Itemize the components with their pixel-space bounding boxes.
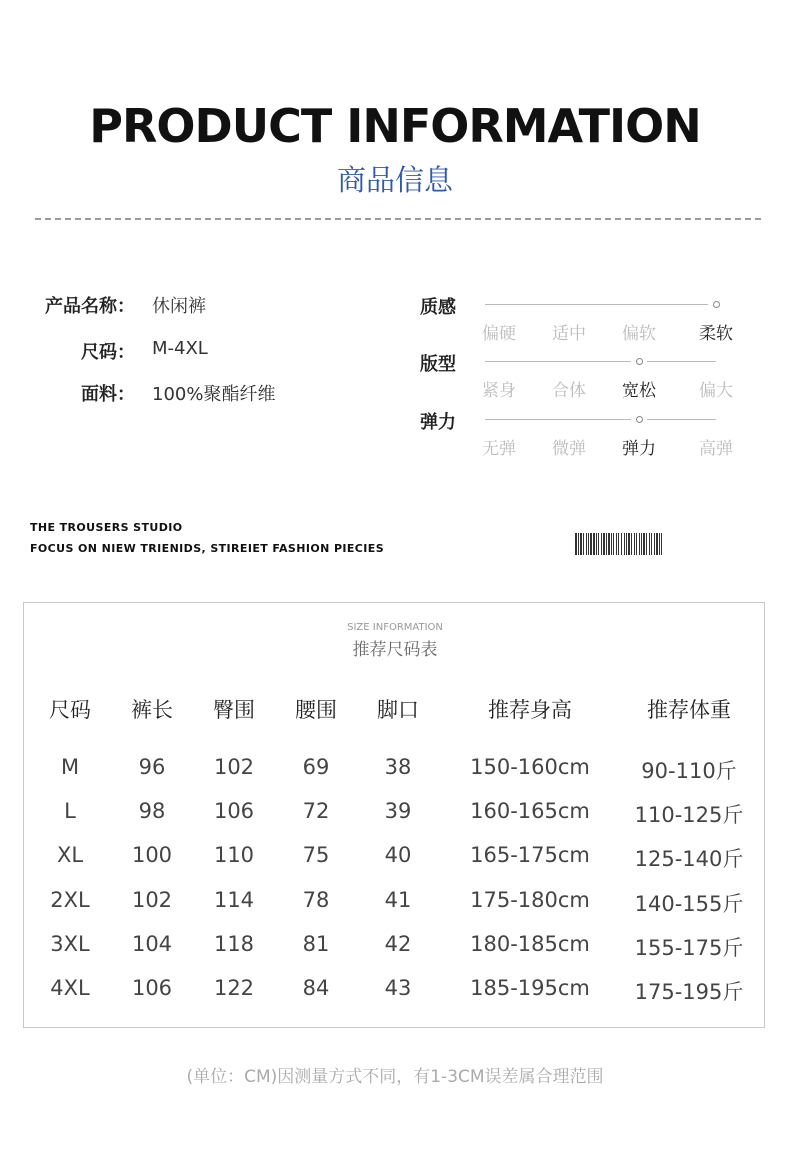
attribute-title: 版型: [420, 354, 456, 375]
attribute-option: 微弹: [552, 439, 586, 459]
page-title: PRODUCT INFORMATION: [89, 99, 701, 153]
table-cell: 38: [384, 755, 412, 779]
table-cell: M: [60, 755, 80, 779]
table-cell: 140-155斤: [634, 892, 744, 916]
table-cell: 4XL: [50, 976, 90, 1000]
page-subtitle: 商品信息: [336, 163, 453, 197]
table-header-cell: 推荐身高: [488, 698, 572, 722]
studio-name: THE TROUSERS STUDIO: [30, 521, 183, 534]
table-header-cell: 臀围: [213, 698, 255, 722]
info-label-size: 尺码：: [81, 342, 135, 363]
attribute-option: 偏大: [699, 381, 733, 401]
divider: [35, 218, 761, 220]
table-cell: 81: [302, 932, 330, 956]
table-cell: 106: [131, 976, 173, 1000]
table-cell: 43: [384, 976, 412, 1000]
table-cell: XL: [56, 843, 84, 867]
attribute-option: 弹力: [622, 439, 656, 459]
table-cell: 175-195斤: [634, 980, 744, 1004]
table-cell: 39: [384, 799, 412, 823]
barcode-image: [575, 533, 759, 555]
scale-line: [485, 361, 631, 362]
table-cell: 42: [384, 932, 412, 956]
table-cell: 2XL: [50, 888, 90, 912]
table-cell: 98: [138, 799, 166, 823]
table-cell: 165-175cm: [470, 843, 590, 867]
attribute-option: 合体: [552, 381, 586, 401]
scale-line: [647, 419, 716, 420]
footnote: (单位：CM)因测量方式不同，有1-3CM误差属合理范围: [186, 1067, 604, 1087]
table-cell: 84: [302, 976, 330, 1000]
table-header-cell: 腰围: [295, 698, 337, 722]
table-cell: 106: [213, 799, 255, 823]
table-cell: 102: [213, 755, 255, 779]
attribute-option: 高弹: [699, 439, 733, 459]
attribute-option: 偏软: [622, 324, 656, 344]
table-cell: 175-180cm: [470, 888, 590, 912]
attribute-option: 偏硬: [482, 324, 516, 344]
table-cell: 75: [302, 843, 330, 867]
scale-line: [647, 361, 716, 362]
table-cell: 104: [131, 932, 173, 956]
table-cell: 102: [131, 888, 173, 912]
info-label-name: 产品名称：: [45, 296, 135, 317]
scale-marker: [636, 358, 643, 365]
table-cell: 100: [131, 843, 173, 867]
studio-slogan: FOCUS ON NIEW TRIENIDS, STIREIET FASHION PIECIES: [30, 542, 385, 555]
table-cell: 122: [213, 976, 255, 1000]
table-header-cell: 脚口: [377, 698, 419, 722]
table-header-cell: 推荐体重: [647, 698, 731, 722]
table-cell: 41: [384, 888, 412, 912]
scale-marker: [636, 416, 643, 423]
table-cell: 150-160cm: [470, 755, 590, 779]
table-cell: 125-140斤: [634, 847, 744, 871]
table-cell: 118: [213, 932, 255, 956]
table-cell: 90-110斤: [641, 759, 737, 783]
attribute-option: 紧身: [482, 381, 516, 401]
attribute-option: 柔软: [699, 324, 733, 344]
table-cell: 110: [213, 843, 255, 867]
scale-line: [485, 304, 708, 305]
attribute-title: 弹力: [420, 412, 456, 433]
table-cell: 40: [384, 843, 412, 867]
table-header-cell: 裤长: [131, 698, 173, 722]
info-value-name: 休闲裤: [152, 296, 206, 317]
size-table-subtitle: SIZE INFORMATION: [347, 622, 443, 633]
info-value-fabric: 100%聚酯纤维: [152, 384, 276, 405]
table-cell: 180-185cm: [470, 932, 590, 956]
barcode-bar: [662, 533, 664, 555]
size-table-title: 推荐尺码表: [352, 640, 438, 660]
info-value-size: M-4XL: [152, 338, 208, 359]
scale-line: [485, 419, 631, 420]
table-cell: 96: [138, 755, 166, 779]
table-cell: 114: [213, 888, 255, 912]
attribute-option: 适中: [552, 324, 586, 344]
table-cell: 110-125斤: [634, 803, 744, 827]
table-cell: 160-165cm: [470, 799, 590, 823]
table-header-cell: 尺码: [49, 698, 91, 722]
table-cell: 69: [302, 755, 330, 779]
table-cell: 3XL: [50, 932, 90, 956]
attribute-title: 质感: [420, 297, 456, 318]
table-cell: 78: [302, 888, 330, 912]
table-cell: 72: [302, 799, 330, 823]
attribute-option: 无弹: [482, 439, 516, 459]
attribute-option: 宽松: [622, 381, 656, 401]
table-cell: 155-175斤: [634, 936, 744, 960]
scale-marker: [713, 301, 720, 308]
info-label-fabric: 面料：: [81, 384, 135, 405]
table-cell: 185-195cm: [470, 976, 590, 1000]
table-cell: L: [64, 799, 76, 823]
